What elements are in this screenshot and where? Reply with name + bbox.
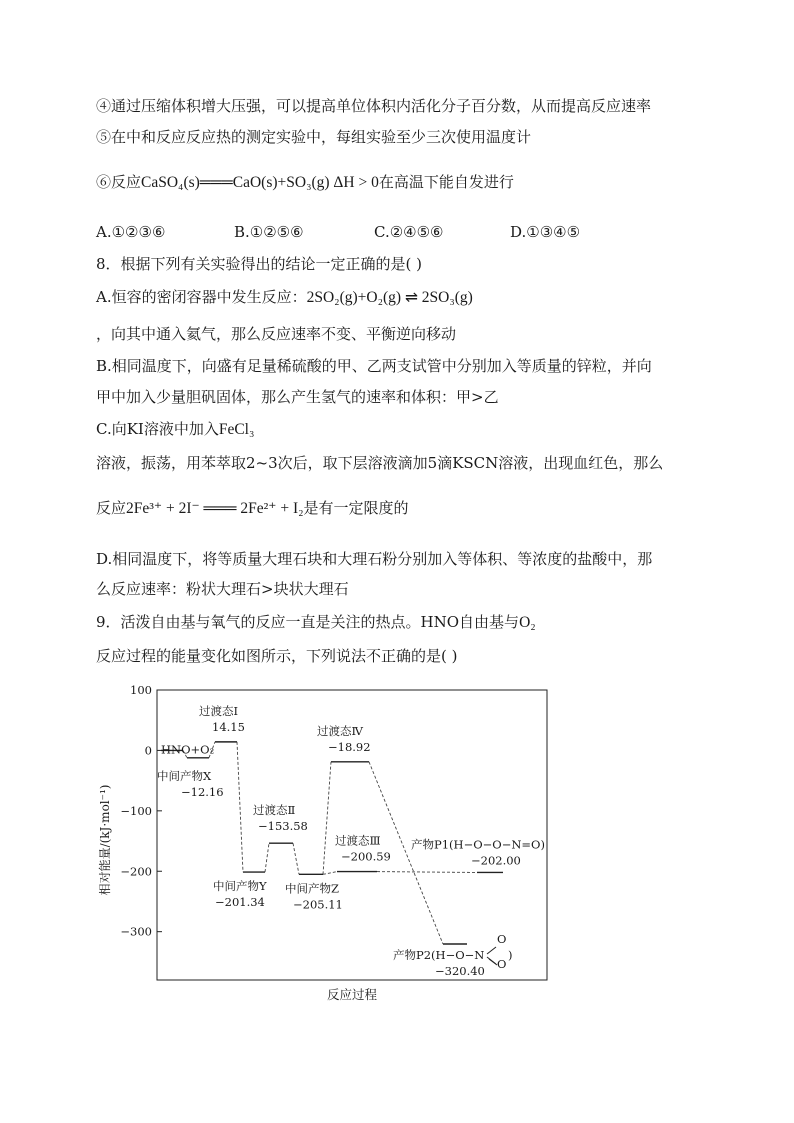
q8-option-b-line2: 甲中加入少量胆矾固体，那么产生氢气的速率和体积：甲>乙 bbox=[96, 388, 499, 406]
q8-option-c-line1[interactable] bbox=[96, 418, 254, 441]
state-name: HNO+O₂ bbox=[161, 742, 215, 757]
statement-4: ④通过压缩体积增大压强，可以提高单位体积内活化分子百分数，从而提高反应速率 bbox=[96, 97, 652, 115]
state-value: −12.16 bbox=[181, 784, 224, 799]
statement-6-equation: CaSO₄(s)═══CaO(s)+SO₃(g) ΔH > 0 bbox=[141, 174, 379, 191]
q8-option-d-line1[interactable]: D.相同温度下，将等质量大理石块和大理石粉分别加入等体积、等浓度的盐酸中，那 bbox=[96, 550, 653, 568]
q8-option-b-line1[interactable]: B.相同温度下，向盛有足量稀硫酸的甲、乙两支试管中分别加入等质量的锌粒，并向 bbox=[96, 357, 652, 375]
state-name: 过渡态Ⅰ bbox=[199, 703, 239, 718]
q8-stem: 8．根据下列有关实验得出的结论一定正确的是( ) bbox=[96, 255, 423, 273]
y-tick-label: 0 bbox=[144, 743, 152, 758]
connector-line bbox=[377, 872, 477, 873]
q9-oxygen: O₂ bbox=[519, 614, 536, 631]
q8-a-equation: 2SO₂(g)+O₂(g) ⇌ 2SO₃(g) bbox=[306, 289, 473, 306]
y-tick-label: −300 bbox=[120, 924, 152, 939]
q9-stem-text: 9．活泼自由基与氧气的反应一直是关注的热点。HNO自由基与 bbox=[96, 613, 520, 631]
state-name: 中间产物X bbox=[157, 768, 212, 783]
q8-option-c-line3 bbox=[96, 497, 409, 520]
q9-stem-line1 bbox=[96, 611, 536, 634]
connector-line bbox=[265, 843, 269, 872]
connector-line bbox=[323, 872, 337, 875]
state-value: −202.00 bbox=[471, 853, 521, 868]
q8-c3-equation: 2Fe³⁺ + 2I⁻ ═══ 2Fe²⁺ + I₂ bbox=[126, 500, 304, 517]
state-value: −205.11 bbox=[293, 897, 343, 912]
statement-6-suffix: 在高温下能自发进行 bbox=[378, 173, 514, 191]
q8-a-continuation: ，向其中通入氦气，那么反应速率不变、平衡逆向移动 bbox=[96, 325, 457, 343]
y-axis-label: 相对能量/(kJ·mol⁻¹) bbox=[98, 784, 112, 896]
p2-bond-double bbox=[489, 959, 497, 965]
q8-c-reagent: FeCl₃ bbox=[218, 421, 255, 438]
connector-line bbox=[293, 843, 299, 874]
energy-profile-chart bbox=[95, 682, 565, 1007]
state-value: −18.92 bbox=[328, 739, 371, 754]
state-value: −201.34 bbox=[215, 895, 265, 910]
p2-bond-top bbox=[487, 947, 496, 954]
statement-6-prefix: ⑥反应 bbox=[96, 173, 142, 191]
q8-c-prefix: C.向KI溶液中加入 bbox=[96, 420, 219, 438]
q8-option-c-line2: 溶液，振荡，用苯萃取2~3次后，取下层溶液滴加5滴KSCN溶液，出现血红色，那么 bbox=[96, 454, 664, 472]
y-axis bbox=[120, 683, 162, 939]
q8-c3-prefix: 反应 bbox=[96, 499, 127, 517]
state-value: −200.59 bbox=[341, 849, 391, 864]
state-value: −320.40 bbox=[435, 963, 485, 978]
state-name: 产物P2(H−O−N bbox=[393, 947, 485, 962]
state-name: 中间产物Z bbox=[285, 881, 339, 896]
statement-5: ⑤在中和反应反应热的测定实验中，每组实验至少三次使用温度计 bbox=[96, 128, 532, 146]
q8-option-d-line2: 么反应速率：粉状大理石>块状大理石 bbox=[96, 580, 349, 598]
y-tick-label: −100 bbox=[120, 803, 152, 818]
state-labels bbox=[157, 704, 545, 978]
connector-line bbox=[237, 742, 243, 872]
state-name: 中间产物Y bbox=[213, 879, 267, 894]
y-tick-label: −200 bbox=[120, 864, 152, 879]
state-value: −153.58 bbox=[258, 819, 308, 834]
q7-option-d[interactable]: D.①③④⑤ bbox=[510, 223, 581, 241]
q8-c3-suffix: 是有一定限度的 bbox=[303, 499, 409, 517]
statement-6 bbox=[96, 171, 514, 194]
p2-oxygen-top: O bbox=[497, 931, 507, 946]
state-value: 14.15 bbox=[212, 719, 245, 734]
y-tick-label: 100 bbox=[130, 683, 152, 697]
q8-option-a[interactable] bbox=[96, 286, 473, 309]
state-name: 过渡态Ⅳ bbox=[317, 723, 363, 738]
connector-line bbox=[323, 762, 331, 874]
x-axis-label: 反应过程 bbox=[326, 987, 378, 1002]
p2-oxygen-bottom: O bbox=[497, 956, 507, 971]
state-name: 过渡态Ⅱ bbox=[253, 803, 296, 818]
q7-option-a[interactable]: A.①②③⑥ bbox=[96, 223, 166, 241]
state-name: 产物P1(H−O−O−N=O) bbox=[411, 837, 545, 852]
q7-option-c[interactable]: C.②④⑤⑥ bbox=[374, 223, 444, 241]
q7-option-b[interactable]: B.①②⑤⑥ bbox=[234, 223, 304, 241]
q8-a-prefix: A.恒容的密闭容器中发生反应： bbox=[96, 288, 307, 306]
p2-close-paren: ) bbox=[508, 947, 513, 962]
q9-stem-line2: 反应过程的能量变化如图所示，下列说法不正确的是( ) bbox=[96, 647, 458, 665]
state-name: 过渡态Ⅲ bbox=[335, 833, 381, 848]
